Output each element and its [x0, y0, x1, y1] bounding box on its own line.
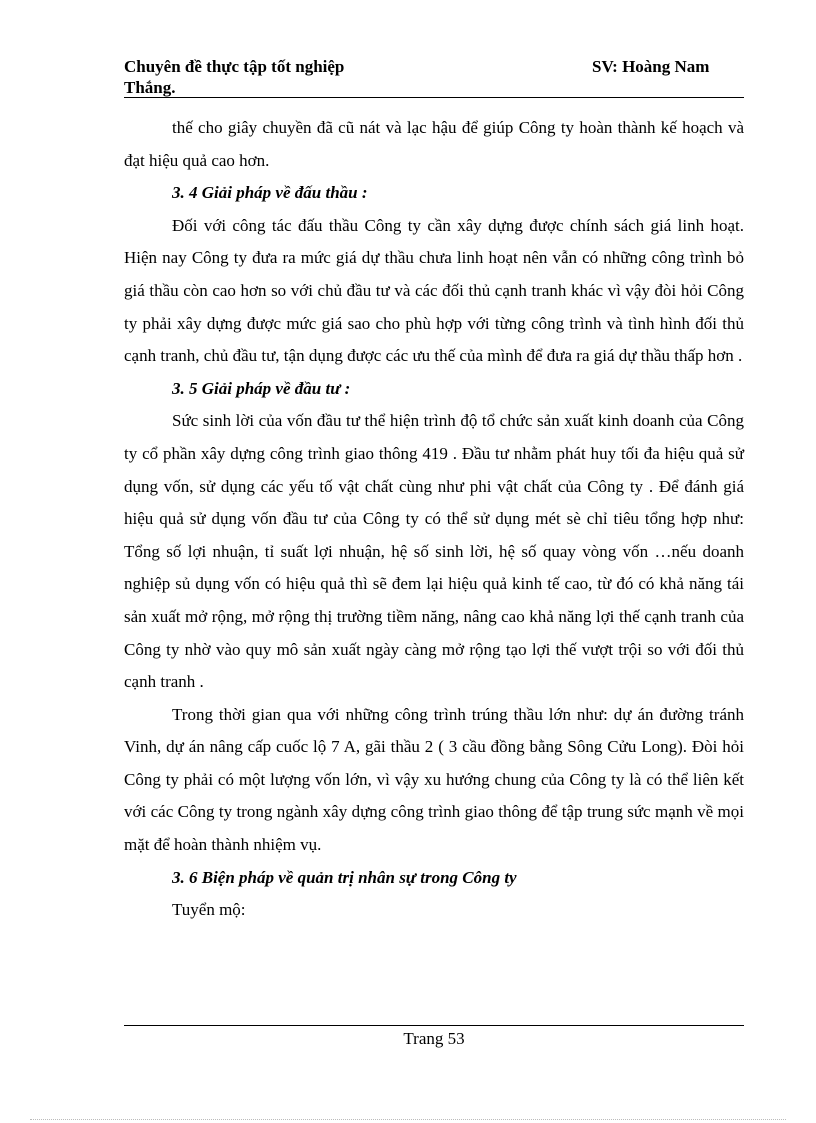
paragraph-recruitment: Tuyển mộ:	[172, 900, 246, 920]
paragraph-investment-2: Trong thời gian qua với những công trình trúng thầu lớn như: dự án đường tránh Vinh, dự án nâng cấp cuốc lộ 7 A, gãi thầu 2 ( 3 cầu đồng bằng Sông Cửu Long). Đòi hỏi Công ty phải có một lượng vốn lớn, vì vậy xu hướng chung của Công ty là có thể liên kết với các Công ty trong ngành xây dựng công trình giao thông để tập trung sức mạnh về mọi mặt để hoàn thành nhiệm vụ.	[124, 704, 744, 855]
paragraph-bidding: Đối với công tác đấu thầu Công ty cần xây dựng được chính sách giá linh hoạt. Hiện nay Công ty đưa ra mức giá dự thầu chưa linh hoạt nên vẫn có những công trình bỏ giá thầu còn cao hơn so với chủ đầu tư và các đối thủ cạnh tranh khác vì vậy đòi hỏi Công ty phải xây dựng được mức giá sao cho phù hợp với từng công trình và tình hình đối thủ cạnh tranh, chủ đầu tư, tận dụng được các ưu thế của mình để đưa ra giá dự thầu thấp hơn .	[124, 215, 744, 366]
header-report-title: Chuyên đề thực tập tốt nghiệp	[124, 57, 345, 76]
heading-3-5-investment: 3. 5 Giải pháp về đầu tư :	[172, 378, 351, 398]
document-body	[124, 112, 744, 927]
page-edge	[30, 1119, 786, 1120]
header-divider	[124, 97, 744, 98]
page-number: Trang 53	[403, 1029, 465, 1048]
header-student-name-continuation: Thắng.	[124, 78, 176, 97]
paragraph-intro: thế cho giây chuyền đã cũ nát và lạc hậu để giúp Công ty hoàn thành kế hoạch và đạt hiệu quả cao hơn.	[124, 118, 744, 170]
footer-divider	[124, 1025, 744, 1026]
heading-3-4-bidding: 3. 4 Giải pháp về đấu thầu :	[172, 183, 368, 203]
header-student-name: SV: Hoàng Nam	[592, 57, 710, 76]
paragraph-investment-1: Sức sinh lời của vốn đầu tư thể hiện trình độ tổ chức sản xuất kinh doanh của Công ty cổ phần xây dựng công trình giao thông 419 . Đầu tư nhằm phát huy tối đa hiệu quả sử dụng vốn, sử dụng các yếu tố vật chất cùng như phi vật chất của Công ty . Để đánh giá hiệu quả sử dụng vốn đầu tư của Công ty có thể sử dụng mét sè chỉ tiêu tổng hợp như: Tổng số lợi nhuận, tỉ suất lợi nhuận, hệ số sinh lời, hệ số quay vòng vốn …nếu doanh nghiệp sủ dụng vốn có hiệu quả thì sẽ đem lại hiệu quả kinh tế cao, từ đó có khả năng tái sản xuất mở rộng, mở rộng thị trường tiềm năng, nâng cao khả năng lợi thế cạnh tranh của Công ty nhờ vào quy mô sản xuất ngày càng mở rộng tạo lợi thế vượt trội so với đối thủ cạnh tranh .	[124, 411, 744, 692]
heading-3-6-hr: 3. 6 Biện pháp về quản trị nhân sự trong Công ty	[172, 867, 517, 887]
